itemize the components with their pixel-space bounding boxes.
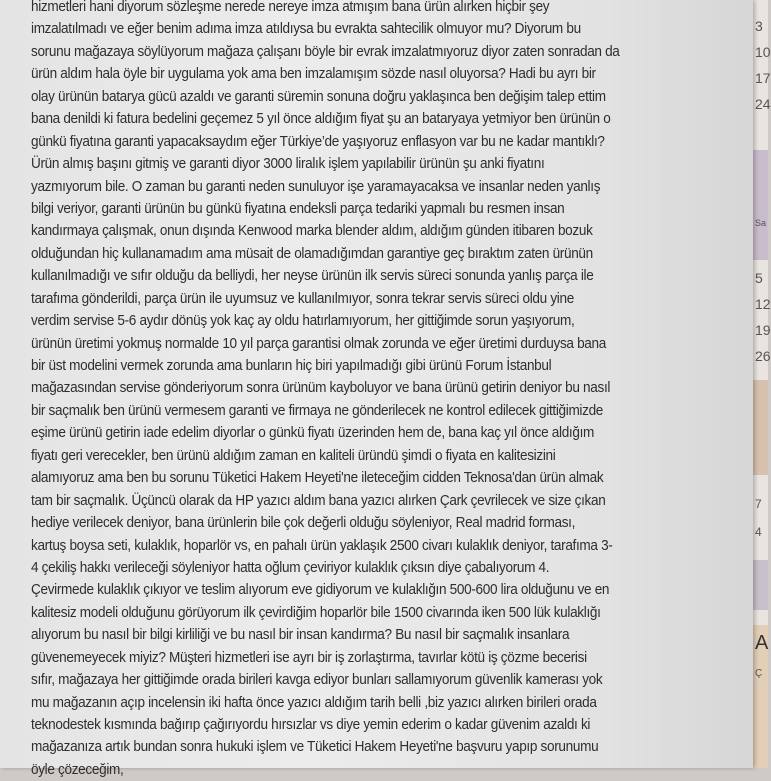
text-line: teknodestek kısmında bağırıp çağırıyordu hırsızlar vs diye yemin ederim o kadar güvenim azaldı ki xyxy=(31,717,591,733)
calendar-number: 26 xyxy=(755,348,771,364)
calendar-number: 4 xyxy=(755,525,762,539)
calendar-label: Sa xyxy=(755,218,767,228)
text-line: güvenemeyecek miyiz? Müşteri hizmetleri ise ayrı bir iş zorlaştırma, tavırlar kötü iş çözme becerisi xyxy=(31,649,587,666)
text-line: hediye verilecek deniyor, bana ürünlerin bile çok değerli olduğu söyleniyor, Real madrid forması, xyxy=(31,515,576,532)
text-line: sorunu mağazaya söylüyorum mağaza çalışanı böyle bir evrak imzalatmıyoruz diyor zaten sonradan da xyxy=(31,43,620,60)
text-line: alamıyoruz ama ben bu sorunu Tüketici Hakem Heyeti'ne ileteceğim cidden Teknosa'dan ürün almak xyxy=(31,470,604,487)
calendar-number: 19 xyxy=(755,322,771,338)
calendar-number: 10 xyxy=(755,44,771,60)
calendar-letter: Ç xyxy=(755,668,763,679)
text-line: 4 çekiliş hakkı verileceği söyleniyor hatta oğlum çeviriyor kulaklık çıksın diye çabalıyorum 4. xyxy=(31,559,550,576)
text-line: günkü fiyatına garanti yapacaksaydım eğer Türkiye’de yaşıyoruz enflasyon var bu ne kadar mantıklı? xyxy=(31,133,605,150)
text-line: tarafıma gönderildi, parça ürün ile uyumsuz ve kullanılmıyor, sonra tekrar servis süreci oldu yine xyxy=(31,290,574,307)
text-line: alıyorum bu nasıl bir bilgi kirliliği ve bu nasıl bir insan kandırma? Bu nasıl bir saçmalık insanlara xyxy=(31,627,570,644)
text-line: kalitesiz modeli olduğunu görüyorum ilk çevirdiğim hoparlör bile 1500 civarında iken 500 lük kulaklığı xyxy=(31,604,601,621)
text-line: sıfır, mağazaya her gittiğimde orada birileri kavga ediyor bunları sallamıyorum güvenlik kamerası yok xyxy=(31,672,603,689)
text-line: yazmıyorum bile. O zaman bu garanti neden sunuluyor işe yaramayacaksa ve insanlar neden yanlış xyxy=(31,178,601,195)
text-line: mu mağazanın açıp incelensin iki hafta önce yazıcı aldığım tarih belli ,biz yazıcı alırken birileri orada xyxy=(31,694,597,711)
text-line: kullanılmadığı ve sıfır olduğu da belliydi, her neyse ürünün ilk servis süreci sonunda yanlış parça ile xyxy=(31,268,594,285)
text-line: olay ürünün batarya gücü azaldı ve garanti süremin sonuna doğru yaklaşınca ben değişim talep ettim xyxy=(31,88,606,105)
text-line: verdim servise 5-6 aydır dönüş yok kaç ay oldu hatırlamıyorum, her gittiğimde sorun yaşıyorum, xyxy=(31,313,575,330)
text-line: olduğundan hiç kullanamadım ama müsait de olamadığımdan garantiye geç bıraktım zaten ürünün xyxy=(31,245,593,262)
calendar-tan-band xyxy=(753,380,768,475)
text-line: ürünün üretimi yokmuş normalde 10 yıl parça garantisi olmak zorunda ve eğer üretimi durduysa bana xyxy=(31,335,606,352)
calendar-number: 7 xyxy=(755,497,762,511)
calendar-purple-band-2 xyxy=(753,560,768,610)
text-line: kandırmaya çalışmak, onun dışında Kenwood marka blender aldım, aldığım günden itibaren bozuk xyxy=(31,223,593,240)
calendar-number: 17 xyxy=(755,70,771,86)
calendar-number: 24 xyxy=(755,96,771,112)
calendar-number: 12 xyxy=(755,296,771,312)
text-line: fiyatı geri verecekler, ben ürünü aldığım zaman en kaliteli üründü şimdi o fiyata en kalitesizini xyxy=(31,447,556,464)
calendar-number: 3 xyxy=(755,18,763,34)
text-line: eşime ürünü getirin iade edelim diyorlar o günkü fiyatı üzerinden hem de, bana kaç yıl önce aldığım xyxy=(31,425,595,442)
text-line: bana denildi ki fatura bedelini geçemez 5 yıl önce aldığım fiyat şu an bataryaya yetmiyor ben ürünün o xyxy=(31,111,611,128)
text-line: imzalatılmadı ve eğer benim adıma imza atıldıysa bu evrakta sahtecilik olmuyor mu? Diyorum bu xyxy=(31,21,581,38)
text-line: bir saçmalık ben ürünü vermesem garanti ve firmaya ne gönderilecek ne kontrol edilecek gittiğimizde xyxy=(31,402,604,419)
text-line: kartuş boysa seti, kulaklık, hoparlör vs, en pahalı ürün yaklaşık 2500 civarı kulaklık deniyor, tarafıma 3- xyxy=(31,537,613,554)
calendar-letter: A xyxy=(755,632,769,654)
text-line: tam bir saçmalık. Üçüncü olarak da HP yazıcı aldım bana yazıcı alırken Çark çevrilecek ve size çıkan xyxy=(31,492,606,509)
text-line: ürün aldım hala öyle bir uygulama yok ama ben imzalamışım sözde nasıl oluyorsa? Hadi bu ayrı bir xyxy=(31,66,596,83)
letter-body xyxy=(31,0,664,781)
text-line: bilgi veriyor, garanti ürünün bu günkü fiyatına endeksli parça tedariki yapmalı bu resmen insan xyxy=(31,200,565,217)
text-line: mağazanıza artık bundan sonra hukuki işlem ve Tüketici Hakem Heyeti'ne başvuru yapıp sorunumu xyxy=(31,739,599,756)
calendar-number: 5 xyxy=(755,270,763,286)
calendar-purple-band xyxy=(753,150,768,260)
text-line: bir üst modelini vermek zorunda ama bunların hiç biri yapılmadığı gibi ürünü Forum İstanbul xyxy=(31,358,552,374)
text-line: mağazasından servise gönderiyorum sonra ürünüm kayboluyor ve bana ürünü getirin deniyor bu nasıl xyxy=(31,380,611,397)
text-line: Çevirmede kulaklık çıkıyor ve teslim alıyorum eve gidiyorum ve kulaklığın 500-600 lira olduğunu ve en xyxy=(31,582,610,599)
text-line: Ürün almış başını gitmiş ve garanti diyor 3000 liralık işlem yapılabilir ürünün şu anki fiyatını xyxy=(31,156,545,173)
text-line: hizmetleri hani diyorum sözleşme nerede nereye imza atmışım bana ürün alırken hiçbir şey xyxy=(31,0,550,15)
text-line: öyle çözeceğim, xyxy=(31,761,124,778)
